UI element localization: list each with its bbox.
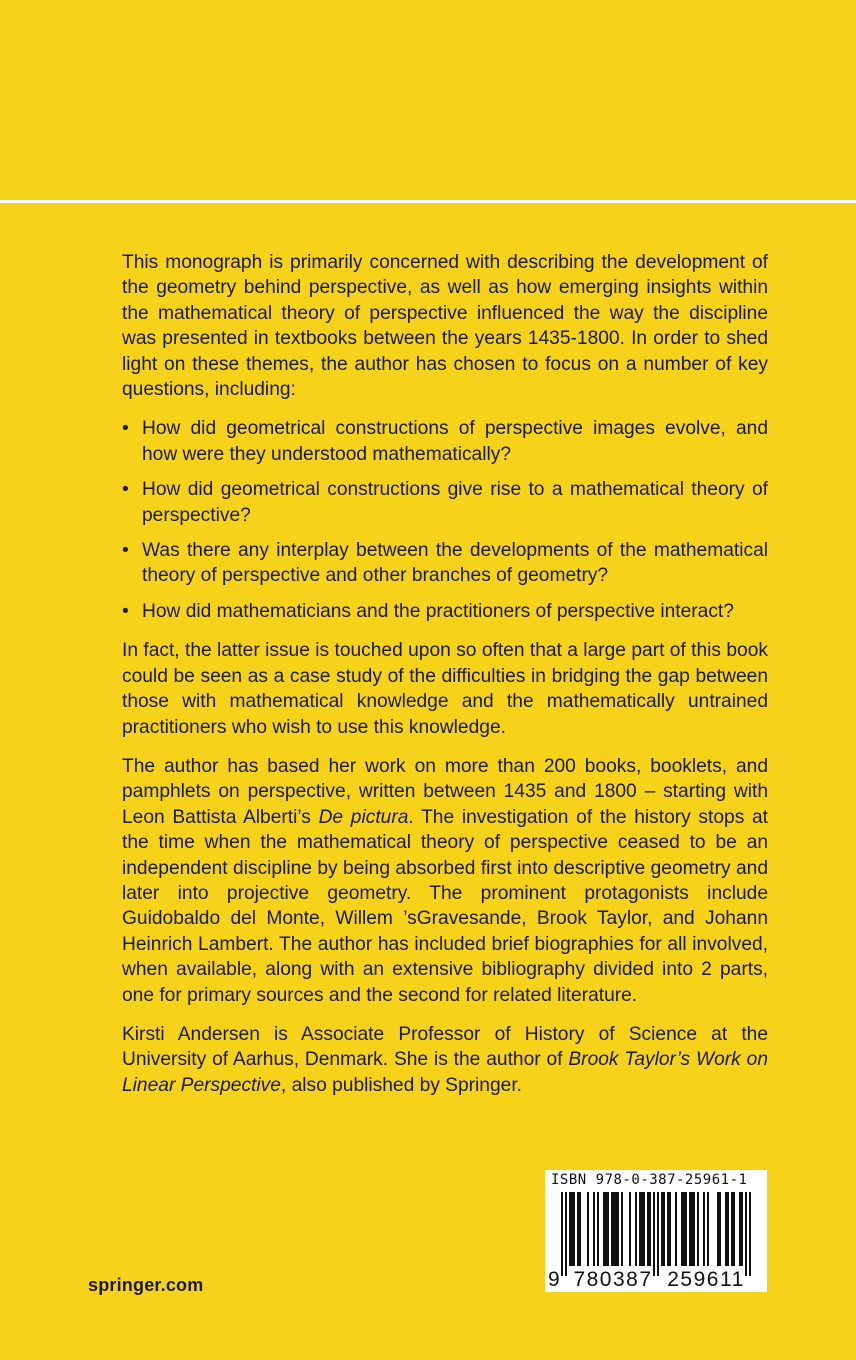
list-item — [122, 477, 768, 528]
barcode-bar — [689, 1192, 691, 1266]
barcode-bar — [717, 1192, 719, 1266]
barcode-first-digit: 9 — [548, 1268, 560, 1291]
top-divider-line — [0, 200, 856, 203]
barcode-bar — [663, 1192, 665, 1266]
bullet-icon: • — [122, 540, 129, 562]
list-item — [122, 599, 768, 624]
de-pictura-title: De pictura — [318, 806, 409, 828]
publisher-website: springer.com — [88, 1275, 204, 1295]
barcode-bar — [733, 1192, 735, 1266]
barcode-bar — [603, 1192, 605, 1266]
sources-text-start: The author has based her work on more than 200 books, booklets, and pamphlets on perspective, written between 1435 and 1800 – starting with Leon Battista Alberti’s — [122, 755, 768, 828]
bullet-icon: • — [122, 418, 129, 440]
barcode-guard-bar — [745, 1192, 747, 1276]
barcode-bar — [607, 1192, 609, 1266]
back-cover-description — [122, 250, 768, 1112]
barcode-bar — [579, 1192, 581, 1266]
list-item — [122, 416, 768, 467]
barcode-bar — [641, 1192, 643, 1266]
sources-paragraph — [122, 754, 768, 1008]
barcode-bar — [615, 1192, 617, 1266]
barcode-bar — [683, 1192, 685, 1266]
author-bio-start: Kirsti Andersen is Associate Professor of History of Science at the University of Aarhus, Denmark. She is the author of — [122, 1023, 768, 1071]
sources-text-end: . The investigation of the history stops at the time when the mathematical theory of perspective ceased to be an independent discipline by being absorbed first into descriptive geometry and later into projective geometry. The prominent protagonists include Guidobaldo del Monte, Willem ’sGravesande, Brook Taylor, and Johann Heinrich Lambert. The author has included brief biographies for all involved, when available, along with an extensive bibliography divided into 2 parts, one for primary sources and the second for related literature. — [122, 806, 768, 1006]
barcode-left-group: 780387 — [573, 1268, 653, 1291]
barcode-bar — [647, 1192, 649, 1266]
barcode-number — [545, 1268, 767, 1290]
barcode-bar — [643, 1192, 645, 1266]
barcode-bar — [617, 1192, 619, 1266]
author-bio-end: , also published by Springer. — [280, 1074, 522, 1096]
barcode-bar — [707, 1192, 709, 1266]
bullet-icon: • — [122, 479, 129, 501]
barcode-bar — [629, 1192, 631, 1266]
barcode-bar — [725, 1192, 727, 1266]
barcode-bar — [605, 1192, 607, 1266]
barcode-bar — [569, 1192, 571, 1266]
barcode-bar — [639, 1192, 641, 1266]
barcode-guard-bar — [565, 1192, 567, 1276]
barcode-bar — [667, 1192, 669, 1266]
barcode-bar — [727, 1192, 729, 1266]
barcode-bar — [635, 1192, 637, 1266]
barcode-guard-bar — [653, 1192, 655, 1276]
isbn-label: ISBN 978-0-387-25961-1 — [551, 1172, 748, 1188]
barcode-bar — [621, 1192, 623, 1266]
barcode-bar — [597, 1192, 599, 1266]
list-item-text: Was there any interplay between the developments of the mathematical theory of perspective and other branches of geometry? — [142, 540, 768, 587]
barcode-guard-bar — [657, 1192, 659, 1276]
barcode-bar — [719, 1192, 721, 1266]
list-item — [122, 538, 768, 589]
barcode-bar — [739, 1192, 741, 1266]
barcode-bar — [649, 1192, 651, 1266]
barcode-right-group: 259611 — [667, 1268, 745, 1291]
barcode-bars — [545, 1192, 767, 1276]
barcode-bar — [681, 1192, 683, 1266]
barcode-bar — [613, 1192, 615, 1266]
barcode-bar — [741, 1192, 743, 1266]
barcode-guard-bar — [749, 1192, 751, 1276]
barcode-bar — [571, 1192, 573, 1266]
author-bio-paragraph — [122, 1022, 768, 1098]
barcode-bar — [669, 1192, 671, 1266]
isbn-barcode — [545, 1170, 767, 1292]
barcode-bar — [691, 1192, 693, 1266]
barcode-bar — [731, 1192, 733, 1266]
list-item-text: How did geometrical constructions of perspective images evolve, and how were they understood mathematically? — [142, 418, 768, 465]
barcode-bar — [587, 1192, 589, 1266]
barcode-bar — [675, 1192, 677, 1266]
barcode-bar — [697, 1192, 699, 1266]
barcode-bar — [693, 1192, 695, 1266]
barcode-bar — [573, 1192, 575, 1266]
barcode-guard-bar — [561, 1192, 563, 1276]
key-questions-list — [122, 416, 768, 624]
intro-paragraph: This monograph is primarily concerned with describing the development of the geometry behind perspective, as well as how emerging insights within the mathematical theory of perspective influenced the way the discipline was presented in textbooks between the years 1435-1800. In order to shed light on these themes, the author has chosen to focus on a number of key questions, including: — [122, 252, 768, 401]
barcode-bar — [703, 1192, 705, 1266]
barcode-bar — [577, 1192, 579, 1266]
list-item-text: How did mathematicians and the practitioners of perspective interact? — [142, 600, 734, 622]
bridging-gap-paragraph: In fact, the latter issue is touched upon so often that a large part of this book could be seen as a case study of the difficulties in bridging the gap between those with mathematical knowledge and the mathematically untrained practitioners who wish to use this knowledge. — [122, 640, 768, 738]
barcode-bar — [661, 1192, 663, 1266]
barcode-bar — [611, 1192, 613, 1266]
list-item-text: How did geometrical constructions give rise to a mathematical theory of perspective? — [142, 479, 768, 526]
bullet-icon: • — [122, 600, 129, 622]
related-book-title: Brook Taylor’s Work on Linear Perspective — [122, 1049, 768, 1096]
barcode-bar — [593, 1192, 595, 1266]
barcode-bar — [685, 1192, 687, 1266]
